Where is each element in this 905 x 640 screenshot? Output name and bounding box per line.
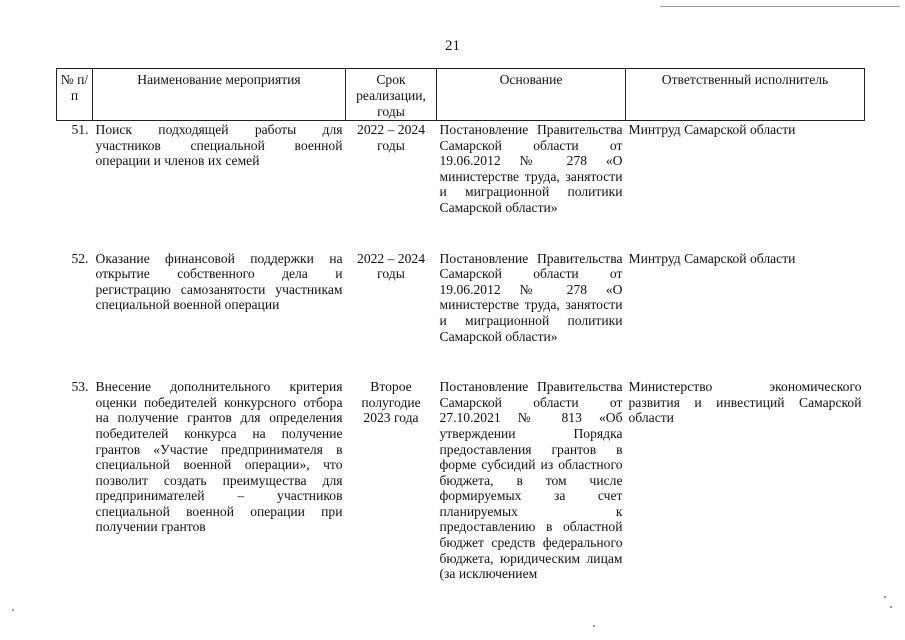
row-basis: Постановление Правительства Самарской области от 19.06.2012 № 278 «О министерстве труда, занятости и миграционной политики Самарской области» (439, 122, 623, 215)
row-executor: Министерство экономического развития и инвестиций Самарской области (628, 379, 862, 426)
row-name: Оказание финансовой поддержки на открытие собственного дела и регистрацию самозанятости участникам специальной военной операции (95, 250, 343, 313)
header-executor: Ответственный исполнитель (626, 69, 865, 121)
row-basis: Постановление Правительства Самарской области от 19.06.2012 № 278 «О министерстве труда, занятости и миграционной политики Самарской области» (439, 250, 623, 344)
row-executor: Минтруд Самарской области (628, 122, 796, 137)
scan-speck (593, 625, 595, 627)
row-name: Поиск подходящей работы для участников специальной военной операции и членов их семей (95, 122, 343, 169)
header-term: Срок реализации, годы (346, 69, 437, 121)
top-edge-rule (660, 6, 900, 7)
scan-speck (884, 596, 886, 598)
row-term: 2022 – 2024 годы (357, 122, 425, 153)
page-number: 21 (445, 38, 460, 54)
row-basis: Постановление Правительства Самарской области от 27.10.2021 № 813 «Об утверждении Порядка предоставления грантов в форме субсидий из областного бюджета, в том числе формируемых за счет планируемых к предоставлению в областной бюджет средств федерального бюджета, юридическим лицам (за исключением (439, 379, 623, 582)
header-name: Наименование мероприятия (93, 69, 346, 121)
row-name: Внесение дополнительного критерия оценки победителей конкурсного отбора на получение грантов для определения победителей конкурса на получение грантов «Участие предпринимателя в специальной военной операции», что позволит создать преимущества для предпринимателей – участников специальной военной операции при получении грантов (95, 379, 343, 535)
measures-table (56, 68, 865, 582)
table-header-row (57, 69, 865, 121)
row-number: 52. (71, 250, 89, 266)
header-basis: Основание (437, 69, 626, 121)
row-term: Второе полугодие 2023 года (361, 379, 421, 426)
row-number: 51. (71, 122, 89, 137)
table-row (57, 121, 865, 216)
row-number: 53. (71, 379, 89, 395)
row-spacer (57, 344, 865, 379)
row-spacer (57, 216, 865, 251)
scan-speck (12, 609, 14, 611)
header-num: № п/п (57, 69, 93, 121)
scan-speck (890, 606, 892, 608)
row-executor: Минтруд Самарской области (628, 250, 796, 266)
table-row (57, 251, 865, 345)
table-row (57, 379, 865, 582)
row-term: 2022 – 2024 годы (357, 250, 425, 282)
